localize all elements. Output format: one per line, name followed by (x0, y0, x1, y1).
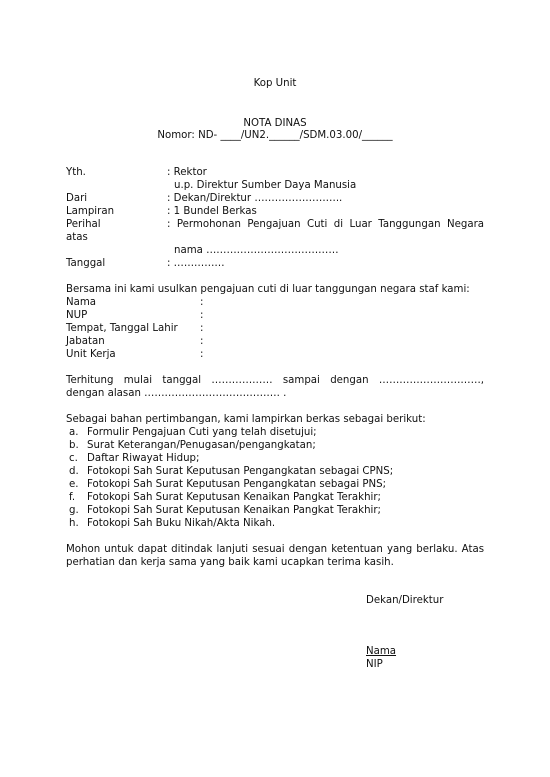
document-title: NOTA DINAS (243, 118, 307, 129)
closing-line-2: perhatian dan kerja sama yang baik kami ucapkan terima kasih. (66, 557, 394, 568)
tanggal-value: : …………… (167, 258, 225, 269)
lampiran-label: Lampiran (66, 206, 115, 217)
perihal-continuation: atas (66, 232, 88, 243)
staff-label-ttl: Tempat, Tanggal Lahir (66, 323, 178, 334)
attachment-item: Surat Keterangan/Penugasan/pengangkatan; (87, 440, 316, 451)
yth-value: : Rektor (167, 167, 207, 178)
perihal-label: Perihal (66, 219, 101, 230)
attachment-letter: c. (69, 453, 78, 464)
yth-value-up: u.p. Direktur Sumber Daya Manusia (174, 180, 357, 191)
attachment-item: Fotokopi Sah Surat Keputusan Kenaikan Pangkat Terakhir; (87, 505, 381, 516)
attachments-intro: Sebagai bahan pertimbangan, kami lampirkan berkas sebagai berikut: (66, 414, 426, 425)
terhitung-line-2: dengan alasan …………………………………. . (66, 388, 287, 399)
signature-name: Nama (366, 646, 397, 657)
staff-colon: : (200, 310, 204, 321)
attachment-letter: g. (69, 505, 79, 516)
attachment-letter: e. (69, 479, 79, 490)
perihal-value: : Permohonan Pengajuan Cuti di Luar Tanggungan Negara (167, 219, 484, 230)
staff-colon: : (200, 349, 204, 360)
signature-role: Dekan/Direktur (366, 595, 444, 606)
intro-paragraph: Bersama ini kami usulkan pengajuan cuti di luar tanggungan negara staf kami: (66, 284, 470, 295)
kop-unit: Kop Unit (253, 78, 297, 89)
attachment-letter: f. (69, 492, 76, 503)
closing-line-1: Mohon untuk dapat ditindak lanjuti sesuai dengan ketentuan yang berlaku. Atas (66, 544, 484, 555)
attachment-letter: h. (69, 518, 79, 529)
staff-label-nup: NUP (66, 310, 88, 321)
staff-colon: : (200, 297, 204, 308)
attachment-item: Formulir Pengajuan Cuti yang telah disetujui; (87, 427, 317, 438)
staff-label-nama: Nama (66, 297, 97, 308)
attachment-item: Fotokopi Sah Surat Keputusan Pengangkatan sebagai PNS; (87, 479, 387, 490)
document-number: Nomor: ND- ____/UN2.______/SDM.03.00/______ (157, 130, 393, 141)
tanggal-label: Tanggal (66, 258, 106, 269)
staff-colon: : (200, 323, 204, 334)
lampiran-value: : 1 Bundel Berkas (167, 206, 257, 217)
dari-value: : Dekan/Direktur …………………….. (167, 193, 343, 204)
staff-label-jabatan: Jabatan (66, 336, 105, 347)
staff-colon: : (200, 336, 204, 347)
perihal-nama: nama ………………………………… (174, 245, 339, 256)
yth-label: Yth. (66, 167, 86, 178)
attachment-letter: a. (69, 427, 79, 438)
attachment-item: Daftar Riwayat Hidup; (87, 453, 200, 464)
attachment-item: Fotokopi Sah Surat Keputusan Pengangkatan sebagai CPNS; (87, 466, 394, 477)
staff-label-unit-kerja: Unit Kerja (66, 349, 116, 360)
attachment-item: Fotokopi Sah Surat Keputusan Kenaikan Pangkat Terakhir; (87, 492, 381, 503)
signature-nip: NIP (366, 659, 383, 670)
dari-label: Dari (66, 193, 88, 204)
attachment-letter: d. (69, 466, 79, 477)
attachment-item: Fotokopi Sah Buku Nikah/Akta Nikah. (87, 518, 276, 529)
attachment-letter: b. (69, 440, 79, 451)
terhitung-line-1: Terhitung mulai tanggal ……………… sampai dengan …………………………, (66, 375, 484, 386)
